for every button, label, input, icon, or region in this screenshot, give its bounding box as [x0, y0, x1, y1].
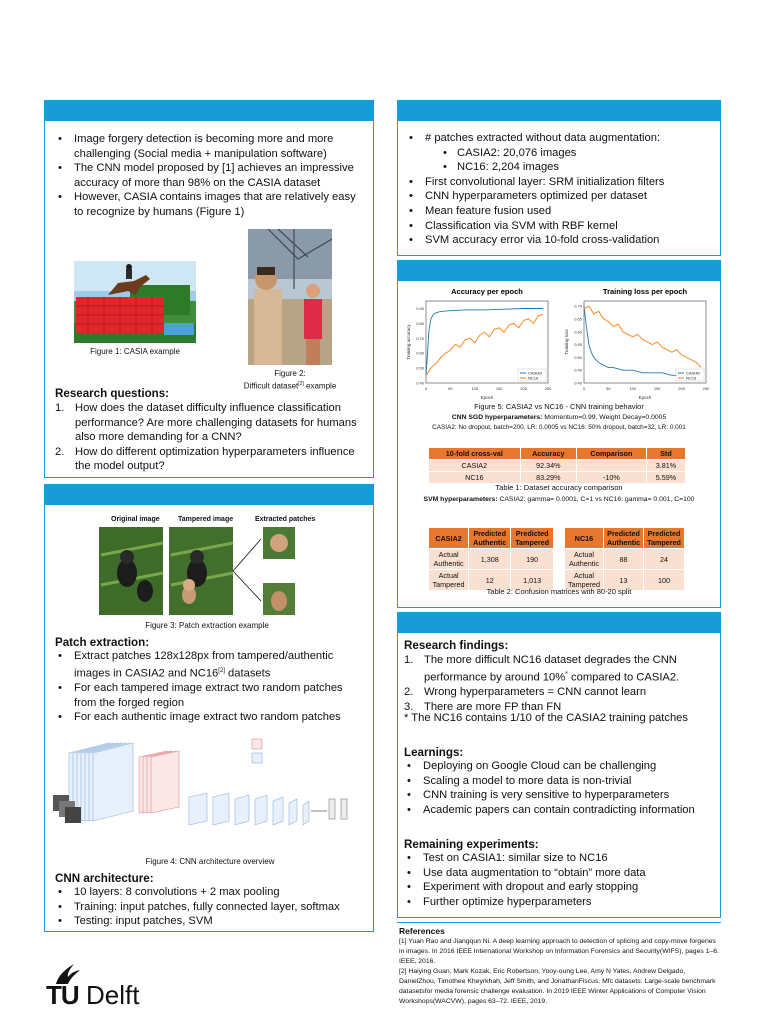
casia-example-image: [74, 261, 196, 343]
table-header-cell: CASIA2: [429, 528, 469, 549]
research-questions-list: [55, 401, 367, 474]
remaining-item: • Use data augmentation to “obtain” more data: [404, 866, 716, 881]
table-cell: NC16: [429, 472, 521, 484]
learning-item: • Academic papers can contain contradicting information: [404, 803, 716, 818]
patch-extraction-figure: [97, 525, 307, 619]
table-cell: Actual Tampered: [565, 570, 604, 591]
results-header-bar: [398, 261, 720, 281]
patch-extraction-heading: Patch extraction:: [55, 636, 150, 649]
table-header-cell: Accuracy: [520, 448, 576, 460]
y-axis-label: Training loss: [564, 329, 569, 355]
rq-text: How does the dataset difficulty influence classification performance? Are more challenging datasets for humans also more demanding for a CNN?: [75, 402, 357, 444]
patch-citation: [2]: [218, 667, 225, 674]
y-tick-label: 0.70: [416, 335, 424, 341]
table-header-cell: Comparison: [576, 448, 646, 460]
x-axis-label: Epoch: [480, 395, 494, 400]
y-tick-label: 0.55: [574, 342, 582, 348]
rq-number: 1.: [55, 402, 65, 414]
references-heading: References: [399, 926, 445, 936]
table-cell: 190: [511, 549, 554, 570]
table-cell: 24: [644, 549, 685, 570]
fig2-caption-text: example: [303, 381, 337, 391]
table-cell: 92.34%: [520, 460, 576, 472]
research-findings-heading: Research findings:: [404, 639, 509, 652]
confusion-matrix-casia2: [428, 527, 554, 591]
table-cell: 13: [603, 570, 643, 591]
fig3-label-patches: Extracted patches: [255, 516, 316, 523]
patch-bullet: • For each authentic image extract two random patches: [55, 710, 367, 725]
table-header-cell: Predicted Authentic: [603, 528, 643, 549]
findings-list: [404, 653, 716, 714]
table-cell: 1,308: [469, 549, 511, 570]
table-row: [565, 549, 685, 570]
table-cell: 3.81%: [646, 460, 685, 472]
sgd-dataset-settings: CASIA2: No dropout, batch=200, LR: 0.0005 vs NC16: 50% dropout, batch=32, LR: 0.001: [432, 424, 686, 431]
remaining-item: • Further optimize hyperparameters: [404, 895, 716, 910]
chart-title: Accuracy per epoch: [451, 287, 523, 296]
cnn-bullets: [55, 885, 367, 929]
accuracy-chart: [404, 285, 554, 403]
fig5-caption: Figure 5: CASIA2 vs NC16 - CNN training behavior: [474, 402, 644, 411]
svm-hyperparameters-label: SVM hyperparameters:: [423, 496, 498, 503]
table-header-cell: NC16: [565, 528, 604, 549]
svm-hyperparameters: [398, 495, 720, 505]
y-tick-label: 0.60: [416, 350, 424, 356]
x-tick-label: 100: [471, 386, 479, 391]
fig2-caption-line1: Figure 2:: [274, 369, 306, 378]
intro-bullet: • However, CASIA contains images that are relatively easy to recognize by humans (Figure 1): [55, 190, 363, 219]
y-tick-label: 0.80: [416, 320, 424, 326]
x-tick-label: 50: [448, 386, 453, 391]
y-tick-label: 0.90: [416, 305, 424, 311]
y-tick-label: 0.70: [574, 303, 582, 309]
y-tick-label: 0.50: [416, 365, 424, 371]
legend-label: NC16: [528, 375, 539, 381]
findings-panel: [397, 612, 721, 918]
finding-number: 2.: [404, 685, 414, 698]
x-tick-label: 200: [520, 386, 527, 391]
svm-hyperparameters-value: CASIA2: gamma= 0.0001, C=1 vs NC16: gamma= 0.001, C=100: [497, 496, 695, 503]
x-tick-label: 250: [702, 386, 710, 391]
table-header-row: [429, 528, 554, 549]
legend-label: NC16: [686, 375, 697, 381]
fig2-caption-citation: [2]: [298, 381, 304, 387]
finding-text: The more difficult NC16 dataset degrades the CNN performance by around 10%: [424, 654, 677, 684]
fig4-caption: Figure 4: CNN architecture overview: [145, 857, 275, 866]
patch-bullet-text: datasets: [224, 667, 271, 680]
findings-footnote: * The NC16 contains 1/10 of the CASIA2 training patches: [404, 712, 689, 724]
patch-bullet-text: Extract patches 128x128px from tampered/authentic images in CASIA2 and NC16: [74, 650, 334, 680]
remaining-item: • Experiment with dropout and early stopping: [404, 880, 716, 895]
results-panel: [397, 260, 721, 608]
y-axis-label: Training accuracy: [406, 324, 411, 360]
cnn-bullet: • Training: input patches, fully connected layer, softmax: [55, 900, 367, 915]
x-tick-label: 150: [653, 386, 661, 391]
confusion-matrix-nc16: [564, 527, 685, 591]
remaining-item: • Test on CASIA1: similar size to NC16: [404, 851, 716, 866]
table-cell: 100: [644, 570, 685, 591]
table-cell: 83.29%: [520, 472, 576, 484]
table-cell: [576, 460, 646, 472]
difficult-dataset-image: [248, 229, 332, 365]
intro-bullet: • The CNN model proposed by [1] achieves an impressive accuracy of more than 98% on the CASIA dataset: [55, 161, 363, 190]
research-questions-heading: Research questions:: [55, 387, 170, 400]
intro-bullet: • Image forgery detection is becoming more and more challenging (Social media + manipulation software): [55, 132, 363, 161]
table-cell: Actual Authentic: [565, 549, 604, 570]
tudelft-logo: [46, 962, 176, 1012]
learning-item: • Deploying on Google Cloud can be challenging: [404, 759, 716, 774]
intro-panel: [44, 100, 374, 478]
y-tick-label: 0.45: [574, 367, 582, 373]
table-cell: Actual Tampered: [429, 570, 469, 591]
logo-delft: Delft: [86, 980, 140, 1010]
table-cell: 12: [469, 570, 511, 591]
references: [397, 922, 721, 1007]
method-panel: [397, 100, 721, 256]
table-header-row: [429, 448, 686, 460]
x-tick-label: 200: [678, 386, 685, 391]
fig2-caption-line2: [235, 379, 345, 392]
method-bullet: • Mean feature fusion used: [406, 204, 712, 219]
method-subitem: • NC16: 2,204 images: [443, 160, 712, 175]
table-cell: 88: [603, 549, 643, 570]
rq-number: 2.: [55, 445, 65, 458]
fig3-label-tampered: Tampered image: [178, 516, 234, 523]
method-header-bar: [398, 101, 720, 121]
learnings-list: [404, 759, 716, 817]
intro-header-bar: [45, 101, 373, 121]
x-tick-label: 0: [582, 386, 586, 391]
patch-bullet: • For each tampered image extract two random patches from the forged region: [55, 681, 367, 710]
table-row: [429, 460, 686, 472]
y-tick-label: 0.40: [416, 380, 424, 386]
fig2-caption-text: Difficult dataset: [243, 381, 299, 391]
research-question: [55, 445, 367, 474]
table-cell: -10%: [576, 472, 646, 484]
table-cell: 5.59%: [646, 472, 685, 484]
intro-bullets: [55, 132, 363, 220]
remaining-experiments-heading: Remaining experiments:: [404, 838, 539, 851]
research-question: [55, 401, 367, 445]
logo-tu: TU: [46, 980, 79, 1010]
x-tick-label: 0: [424, 386, 428, 391]
method-bullet: [406, 131, 712, 175]
finding-item: [404, 685, 716, 700]
chart-title: Training loss per epoch: [602, 287, 688, 296]
finding-number: 1.: [404, 654, 414, 666]
legend-label: CASIA2: [686, 370, 701, 376]
table-header-cell: Predicted Tampered: [644, 528, 685, 549]
findings-header-bar: [398, 613, 720, 633]
table1-caption: Table 1: Dataset accuracy comparison: [495, 483, 623, 492]
method-sublist: [443, 146, 712, 175]
cnn-architecture-figure: [49, 735, 371, 853]
method-bullets: [406, 131, 712, 248]
method-bullet: • CNN hyperparameters optimized per dataset: [406, 189, 712, 204]
finding-text: Wrong hyperparameters = CNN cannot learn: [424, 685, 647, 698]
table-cell: 1,013: [511, 570, 554, 591]
method-bullet-text: # patches extracted without data augmentation:: [425, 132, 661, 144]
finding-text: There are more FP than FN: [424, 700, 562, 713]
y-tick-label: 0.50: [574, 354, 582, 360]
sgd-hyperparameters-label: CNN SGD hyperparameters:: [451, 414, 543, 421]
learning-item: • Scaling a model to more data is non-trivial: [404, 774, 716, 789]
table-cell: Actual Authentic: [429, 549, 469, 570]
table-row: [429, 549, 554, 570]
remaining-list: [404, 851, 716, 909]
cnn-architecture-heading: CNN architecture:: [55, 872, 154, 885]
learning-item: • CNN training is very sensitive to hyperparameters: [404, 788, 716, 803]
y-tick-label: 0.40: [574, 380, 582, 386]
x-tick-label: 250: [544, 386, 552, 391]
table-header-row: [565, 528, 685, 549]
finding-item: [404, 653, 716, 685]
legend-label: CASIA2: [528, 370, 543, 376]
table2-caption: Table 2: Confusion matrices with 80-20 split: [486, 587, 632, 596]
reference-item: [1] Yuan Rao and Jiangqun Ni. A deep learning approach to detection of splicing and copy-move forgeries in images. In 2016 IEEE International Workshop on Information Forensics and Security(WIFS), pages 1–6. IEEE, 2016.: [399, 938, 719, 965]
table-header-cell: Std: [646, 448, 685, 460]
patch-bullet: [55, 649, 367, 681]
table-row: [429, 472, 686, 484]
patch-header-bar: [45, 485, 373, 505]
reference-item: [2] Haiying Guan, Mark Kozak, Eric Robertson, Yooy-oung Lee, Amy N Yates, Andrew Delgado, DanielZhou, Timothee Kheyrkhah, Jeff Smith, and JonathanFiscus. Mfc datasets: Large-scale benchmark datasetsfor media forensic challenge evaluation. In 2019 IEEE Winter Applications of Computer Vision Workshops(WACVW), pages 63–72. IEEE, 2019.: [399, 968, 716, 1005]
y-tick-label: 0.65: [574, 316, 582, 322]
cnn-bullet: • 10 layers: 8 convolutions + 2 max pooling: [55, 885, 367, 900]
fig1-caption: Figure 1: CASIA example: [90, 347, 180, 356]
method-bullet: • First convolutional layer: SRM initialization filters: [406, 175, 712, 190]
sgd-hyperparameters-value: Momentum=0.99, Weight Decay=0.0005: [542, 414, 667, 421]
rq-text: How do different optimization hyperparameters influence the model output?: [75, 445, 355, 473]
method-subitem: • CASIA2: 20,076 images: [443, 146, 712, 161]
x-tick-label: 150: [495, 386, 503, 391]
patch-bullets: [55, 649, 367, 725]
finding-footnote-mark: *: [565, 670, 568, 678]
fig3-label-original: Original image: [111, 516, 160, 523]
y-tick-label: 0.60: [574, 329, 582, 335]
finding-text: compared to CASIA2.: [567, 671, 680, 684]
fig2-caption: [235, 369, 345, 392]
table-header-cell: Predicted Authentic: [469, 528, 511, 549]
x-axis-label: Epoch: [638, 395, 652, 400]
table-header-cell: Predicted Tampered: [511, 528, 554, 549]
finding-number: 3.: [404, 700, 414, 713]
sgd-hyperparameters: [398, 413, 720, 422]
x-tick-label: 100: [629, 386, 637, 391]
learnings-heading: Learnings:: [404, 746, 464, 759]
method-bullet: • Classification via SVM with RBF kernel: [406, 219, 712, 234]
table-header-cell: 10-fold cross-val: [429, 448, 521, 460]
x-tick-label: 50: [606, 386, 611, 391]
cnn-bullet: • Testing: input patches, SVM: [55, 914, 367, 929]
method-bullet: • SVM accuracy error via 10-fold cross-validation: [406, 233, 712, 248]
accuracy-table: [428, 447, 686, 484]
table-cell: CASIA2: [429, 460, 521, 472]
fig3-caption: Figure 3: Patch extraction example: [145, 621, 269, 630]
patch-panel: [44, 484, 374, 932]
loss-chart: [562, 285, 712, 403]
